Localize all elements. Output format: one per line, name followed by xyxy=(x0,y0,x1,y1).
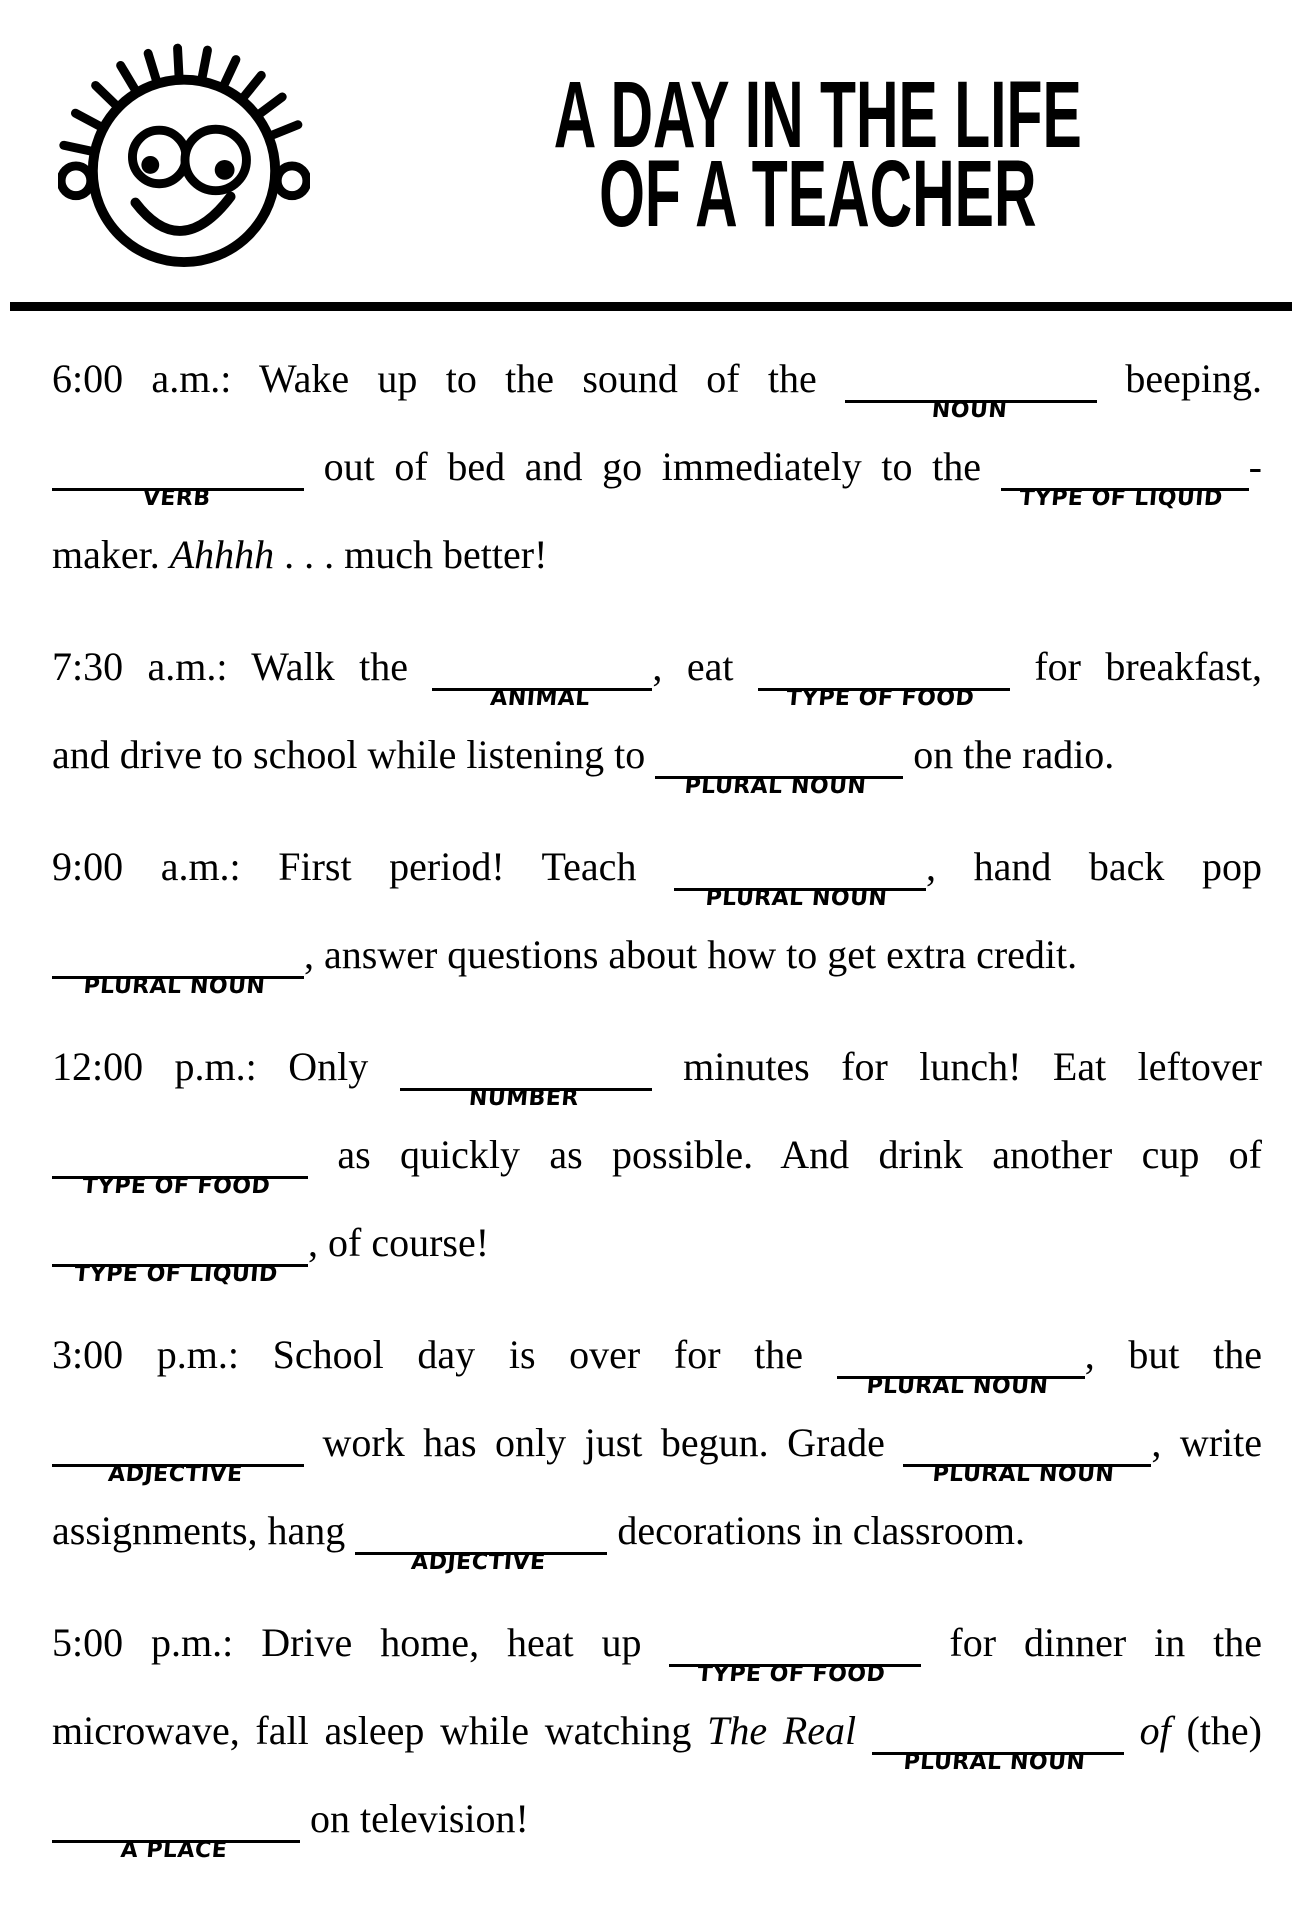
blank-label: VERB xyxy=(141,486,212,511)
text-segment: on the radio. xyxy=(903,732,1115,777)
text-segment: work has only just begun. Grade xyxy=(304,1420,904,1465)
blank-label: PLURAL NOUN xyxy=(82,974,267,999)
blank-label: TYPE OF FOOD xyxy=(696,1662,887,1687)
fill-in-blank[interactable] xyxy=(837,1364,1085,1399)
text-segment: maker. xyxy=(52,532,170,577)
text-line xyxy=(52,1487,1262,1575)
fill-in-blank[interactable] xyxy=(52,1252,308,1287)
fill-in-blank[interactable] xyxy=(669,1652,921,1687)
text-line xyxy=(52,335,1262,423)
fill-in-blank[interactable] xyxy=(52,1828,300,1863)
text-line xyxy=(52,911,1262,999)
blank-label: A PLACE xyxy=(119,1838,229,1863)
text-segment: . . . much better! xyxy=(274,532,548,577)
text-segment: Ahhhh xyxy=(169,532,275,577)
fill-in-blank[interactable] xyxy=(845,388,1097,423)
text-segment: 6:00 a.m.: Wake up to the sound of the xyxy=(52,356,846,401)
blank-label: PLURAL NOUN xyxy=(865,1374,1050,1399)
blank-label: NOUN xyxy=(930,398,1009,423)
fill-in-blank[interactable] xyxy=(432,676,652,711)
text-line xyxy=(52,1687,1262,1775)
text-segment: beeping. xyxy=(1097,356,1262,401)
text-line xyxy=(52,1199,1262,1287)
text-segment: The Real xyxy=(707,1708,872,1753)
fill-in-blank[interactable] xyxy=(52,964,304,999)
text-line xyxy=(52,823,1262,911)
fill-in-blank[interactable] xyxy=(355,1540,607,1575)
divider-rule xyxy=(10,302,1292,311)
blank-label: TYPE OF LIQUID xyxy=(1017,486,1224,511)
text-segment: 7:30 a.m.: Walk the xyxy=(52,644,433,689)
text-segment: , answer questions about how to get extra credit. xyxy=(304,932,1078,977)
fill-in-blank[interactable] xyxy=(655,764,903,799)
fill-in-blank[interactable] xyxy=(1001,476,1249,511)
text-segment: 5:00 p.m.: Drive home, heat up xyxy=(52,1620,670,1665)
text-segment: for dinner in the xyxy=(921,1620,1263,1665)
fill-in-blank[interactable] xyxy=(903,1452,1151,1487)
fill-in-blank[interactable] xyxy=(400,1076,652,1111)
text-segment: 9:00 a.m.: First period! Teach xyxy=(52,844,675,889)
text-line xyxy=(52,623,1262,711)
text-line xyxy=(52,1023,1262,1111)
text-segment: out of bed and go immediately to the xyxy=(304,444,1001,489)
text-line xyxy=(52,511,1262,599)
fill-in-blank[interactable] xyxy=(872,1740,1124,1775)
text-line xyxy=(52,1599,1262,1687)
blank-label: PLURAL NOUN xyxy=(683,774,868,799)
text-segment: for breakfast, xyxy=(1009,644,1262,689)
text-line xyxy=(52,1111,1262,1199)
fill-in-blank[interactable] xyxy=(758,676,1010,711)
text-segment: (the) xyxy=(1186,1708,1262,1753)
blank-label: ANIMAL xyxy=(489,686,592,711)
text-line xyxy=(52,1775,1262,1863)
text-segment: , write xyxy=(1151,1420,1263,1465)
blank-label: TYPE OF LIQUID xyxy=(73,1262,279,1287)
blank-label: PLURAL NOUN xyxy=(931,1462,1116,1487)
blank-label: PLURAL NOUN xyxy=(902,1750,1087,1775)
blank-label: ADJECTIVE xyxy=(107,1462,244,1487)
fill-in-blank[interactable] xyxy=(52,1452,304,1487)
page-title-line-1: A DAY IN THE LIFE xyxy=(553,62,1083,168)
text-segment: assignments, hang xyxy=(52,1508,356,1553)
page-title xyxy=(392,62,1244,247)
worksheet-header xyxy=(0,0,1302,266)
text-line xyxy=(52,1311,1262,1399)
text-segment: on television! xyxy=(300,1796,529,1841)
text-line xyxy=(52,1399,1262,1487)
text-segment: and drive to school while listening to xyxy=(52,732,656,777)
text-segment: , eat xyxy=(652,644,758,689)
text-segment: microwave, fall asleep while watching xyxy=(52,1708,708,1753)
smiling-face-icon xyxy=(58,42,310,268)
text-segment: 3:00 p.m.: School day is over for the xyxy=(52,1332,837,1377)
text-line xyxy=(52,423,1262,511)
text-line xyxy=(52,711,1262,799)
fill-in-blank[interactable] xyxy=(52,476,304,511)
blank-label: NUMBER xyxy=(467,1086,580,1111)
blank-label: ADJECTIVE xyxy=(410,1550,547,1575)
text-segment: decorations in classroom. xyxy=(607,1508,1025,1553)
text-segment: 12:00 p.m.: Only xyxy=(52,1044,400,1089)
fill-in-blank[interactable] xyxy=(52,1164,308,1199)
text-segment: , but the xyxy=(1084,1332,1263,1377)
worksheet-body xyxy=(0,335,1302,1863)
text-segment: - xyxy=(1248,444,1262,489)
text-segment: as quickly as possible. And drink another cup of xyxy=(308,1132,1262,1177)
text-segment: , of course! xyxy=(308,1220,490,1265)
blank-label: TYPE OF FOOD xyxy=(81,1174,272,1199)
blank-label: TYPE OF FOOD xyxy=(785,686,976,711)
text-segment: , hand back pop xyxy=(926,844,1262,889)
text-segment: minutes for lunch! Eat leftover xyxy=(651,1044,1262,1089)
text-segment: of xyxy=(1123,1708,1187,1753)
fill-in-blank[interactable] xyxy=(674,876,926,911)
blank-label: PLURAL NOUN xyxy=(704,886,889,911)
page-title-line-2: OF A TEACHER xyxy=(599,141,1037,247)
